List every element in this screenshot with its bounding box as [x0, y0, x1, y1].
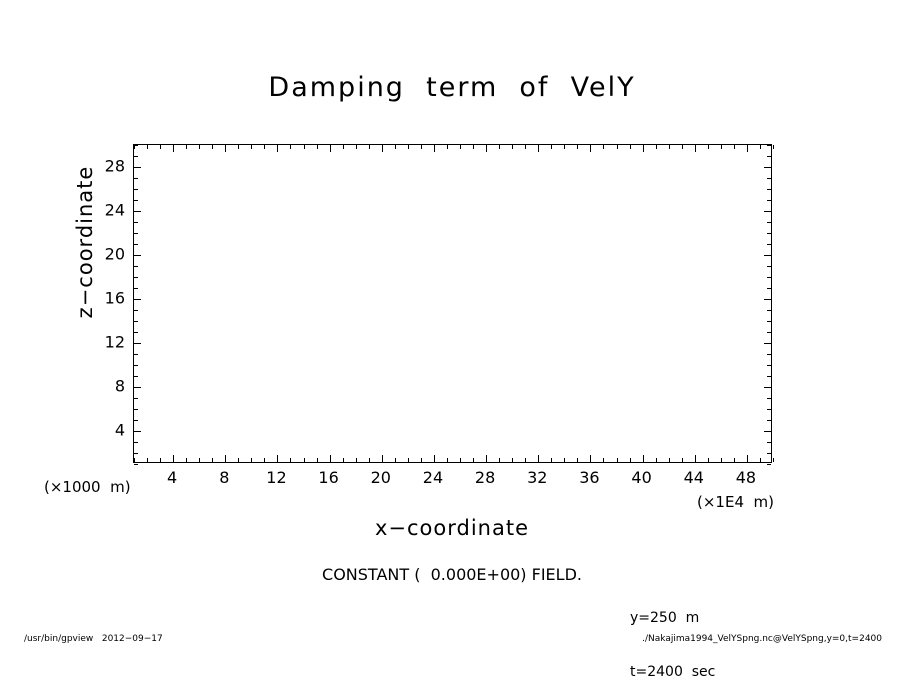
y-tick-minor-left: [134, 464, 138, 465]
x-tick-minor-top: [760, 145, 761, 149]
x-tick-minor-top: [421, 145, 422, 149]
x-tick-label: 8: [219, 468, 230, 487]
x-tick-minor-top: [264, 145, 265, 149]
x-tick-minor-top: [251, 145, 252, 149]
x-tick-minor-bottom: [499, 458, 500, 462]
y-tick-label: 8: [114, 376, 125, 396]
x-tick-minor-bottom: [734, 458, 735, 462]
footer-source-spec: ./Nakajima1994_VelYSpng.nc@VelYSpng,y=0,t=2400: [642, 634, 882, 644]
y-tick-minor-left: [134, 365, 138, 366]
y-tick-minor-left: [134, 332, 138, 333]
x-tick-minor-top: [317, 145, 318, 149]
x-tick-minor-top: [630, 145, 631, 149]
x-tick-minor-bottom: [160, 458, 161, 462]
y-tick-minor-left: [134, 310, 138, 311]
y-tick-minor-left: [134, 321, 138, 322]
y-tick-minor-right: [767, 156, 771, 157]
x-tick-minor-bottom: [343, 458, 344, 462]
y-tick-minor-right: [767, 332, 771, 333]
x-tick-minor-bottom: [395, 458, 396, 462]
y-tick-minor-right: [767, 200, 771, 201]
x-tick-label: 16: [318, 468, 339, 487]
x-tick-minor-top: [734, 145, 735, 149]
y-tick-minor-left: [134, 409, 138, 410]
x-tick-label: 20: [370, 468, 391, 487]
x-tick-bottom: [173, 455, 174, 462]
x-tick-minor-bottom: [421, 458, 422, 462]
x-tick-top: [434, 145, 435, 152]
x-tick-minor-top: [721, 145, 722, 149]
x-tick-minor-bottom: [682, 458, 683, 462]
y-tick-right: [764, 387, 771, 388]
y-tick-minor-left: [134, 420, 138, 421]
y-tick-minor-left: [134, 156, 138, 157]
y-axis-unit-note: (×1000 m): [44, 478, 131, 496]
plot-area: [133, 144, 772, 463]
y-tick-label: 20: [104, 244, 125, 264]
y-tick-minor-right: [767, 244, 771, 245]
constant-field-note: CONSTANT ( 0.000E+00) FIELD.: [322, 565, 582, 584]
x-tick-minor-top: [460, 145, 461, 149]
x-tick-minor-bottom: [773, 458, 774, 462]
x-tick-label: 4: [167, 468, 178, 487]
x-tick-minor-bottom: [408, 458, 409, 462]
x-tick-minor-bottom: [669, 458, 670, 462]
y-tick-minor-right: [767, 189, 771, 190]
x-tick-minor-top: [525, 145, 526, 149]
x-tick-minor-top: [773, 145, 774, 149]
x-tick-minor-top: [304, 145, 305, 149]
x-tick-minor-bottom: [617, 458, 618, 462]
y-tick-minor-left: [134, 178, 138, 179]
x-tick-top: [225, 145, 226, 152]
y-tick-right: [764, 167, 771, 168]
y-tick-right: [764, 211, 771, 212]
y-tick-right: [764, 255, 771, 256]
y-tick-minor-right: [767, 233, 771, 234]
x-tick-top: [173, 145, 174, 152]
x-tick-minor-top: [512, 145, 513, 149]
x-tick-minor-bottom: [369, 458, 370, 462]
x-tick-top: [695, 145, 696, 152]
x-tick-bottom: [382, 455, 383, 462]
y-tick-minor-right: [767, 310, 771, 311]
y-tick-minor-left: [134, 442, 138, 443]
x-tick-bottom: [225, 455, 226, 462]
x-tick-minor-top: [199, 145, 200, 149]
x-tick-minor-bottom: [708, 458, 709, 462]
y-tick-label: 24: [104, 200, 125, 220]
x-tick-minor-bottom: [264, 458, 265, 462]
x-tick-minor-top: [551, 145, 552, 149]
x-tick-minor-top: [577, 145, 578, 149]
y-tick-right: [764, 343, 771, 344]
y-tick-left: [134, 211, 141, 212]
y-tick-minor-right: [767, 266, 771, 267]
x-tick-minor-top: [186, 145, 187, 149]
x-tick-minor-bottom: [356, 458, 357, 462]
y-tick-minor-left: [134, 398, 138, 399]
x-tick-top: [382, 145, 383, 152]
y-tick-minor-right: [767, 376, 771, 377]
x-tick-bottom: [747, 455, 748, 462]
x-tick-label: 24: [422, 468, 444, 487]
x-tick-minor-top: [499, 145, 500, 149]
x-tick-minor-top: [708, 145, 709, 149]
y-tick-minor-right: [767, 277, 771, 278]
y-tick-minor-right: [767, 442, 771, 443]
x-tick-top: [330, 145, 331, 152]
y-tick-minor-right: [767, 222, 771, 223]
x-axis-unit-note: (×1E4 m): [697, 493, 774, 511]
y-tick-left: [134, 387, 141, 388]
x-tick-top: [277, 145, 278, 152]
x-tick-minor-bottom: [525, 458, 526, 462]
x-tick-minor-bottom: [134, 458, 135, 462]
x-tick-minor-top: [147, 145, 148, 149]
x-tick-minor-bottom: [473, 458, 474, 462]
y-tick-minor-left: [134, 277, 138, 278]
x-tick-minor-top: [356, 145, 357, 149]
y-tick-minor-left: [134, 288, 138, 289]
y-tick-minor-left: [134, 354, 138, 355]
y-tick-minor-left: [134, 145, 138, 146]
x-tick-minor-top: [669, 145, 670, 149]
x-axis-label: x−coordinate: [374, 516, 530, 540]
y-tick-minor-right: [767, 420, 771, 421]
x-tick-bottom: [590, 455, 591, 462]
y-tick-right: [764, 299, 771, 300]
y-tick-left: [134, 255, 141, 256]
x-tick-bottom: [434, 455, 435, 462]
x-tick-label: 44: [683, 468, 704, 487]
x-tick-minor-top: [617, 145, 618, 149]
y-tick-label: 4: [114, 420, 125, 440]
x-tick-minor-bottom: [199, 458, 200, 462]
y-tick-label: 16: [104, 288, 125, 308]
x-tick-bottom: [486, 455, 487, 462]
x-tick-label: 36: [579, 468, 600, 487]
x-tick-minor-top: [290, 145, 291, 149]
slice-y-value: y=250 m: [630, 610, 700, 626]
x-tick-minor-bottom: [251, 458, 252, 462]
x-tick-minor-top: [473, 145, 474, 149]
y-tick-minor-left: [134, 376, 138, 377]
y-tick-minor-left: [134, 266, 138, 267]
y-tick-label: 28: [104, 156, 125, 176]
y-tick-minor-left: [134, 189, 138, 190]
x-tick-bottom: [695, 455, 696, 462]
footer-command-date: /usr/bin/gpview 2012−09−17: [24, 634, 163, 644]
x-tick-minor-bottom: [447, 458, 448, 462]
x-tick-minor-top: [160, 145, 161, 149]
y-tick-minor-left: [134, 453, 138, 454]
x-tick-minor-bottom: [460, 458, 461, 462]
x-tick-top: [747, 145, 748, 152]
x-tick-label: 48: [735, 468, 757, 487]
x-tick-minor-top: [682, 145, 683, 149]
slice-t-value: t=2400 sec: [630, 664, 716, 680]
x-tick-minor-bottom: [186, 458, 187, 462]
y-tick-minor-left: [134, 222, 138, 223]
y-tick-minor-right: [767, 145, 771, 146]
x-tick-minor-top: [343, 145, 344, 149]
chart-title: Damping term of VelY: [268, 72, 636, 103]
x-tick-minor-top: [564, 145, 565, 149]
x-tick-minor-bottom: [564, 458, 565, 462]
x-tick-minor-bottom: [721, 458, 722, 462]
y-tick-right: [764, 431, 771, 432]
x-tick-minor-top: [447, 145, 448, 149]
x-tick-minor-bottom: [512, 458, 513, 462]
x-tick-minor-bottom: [147, 458, 148, 462]
y-tick-left: [134, 431, 141, 432]
x-tick-minor-bottom: [760, 458, 761, 462]
y-tick-label: 12: [104, 332, 125, 352]
x-tick-label: 32: [527, 468, 548, 487]
y-tick-minor-left: [134, 244, 138, 245]
x-tick-minor-bottom: [551, 458, 552, 462]
x-tick-minor-bottom: [577, 458, 578, 462]
x-tick-bottom: [277, 455, 278, 462]
x-tick-minor-top: [603, 145, 604, 149]
x-tick-minor-top: [656, 145, 657, 149]
y-tick-minor-right: [767, 365, 771, 366]
x-tick-minor-top: [369, 145, 370, 149]
x-tick-minor-bottom: [290, 458, 291, 462]
y-tick-minor-left: [134, 233, 138, 234]
x-tick-minor-bottom: [317, 458, 318, 462]
y-tick-minor-right: [767, 409, 771, 410]
y-tick-minor-right: [767, 288, 771, 289]
x-tick-minor-bottom: [603, 458, 604, 462]
x-tick-minor-top: [395, 145, 396, 149]
y-tick-minor-right: [767, 464, 771, 465]
x-tick-minor-bottom: [212, 458, 213, 462]
x-tick-bottom: [330, 455, 331, 462]
y-tick-left: [134, 167, 141, 168]
y-axis-label: z−coordinate: [73, 165, 97, 319]
x-tick-minor-top: [212, 145, 213, 149]
y-tick-minor-right: [767, 398, 771, 399]
y-tick-left: [134, 299, 141, 300]
y-tick-left: [134, 343, 141, 344]
y-tick-minor-left: [134, 200, 138, 201]
x-tick-minor-top: [408, 145, 409, 149]
y-tick-minor-right: [767, 178, 771, 179]
x-tick-label: 28: [474, 468, 496, 487]
y-tick-minor-right: [767, 453, 771, 454]
x-tick-bottom: [643, 455, 644, 462]
x-tick-bottom: [538, 455, 539, 462]
x-tick-label: 40: [631, 468, 652, 487]
x-tick-minor-bottom: [238, 458, 239, 462]
x-tick-top: [590, 145, 591, 152]
x-tick-minor-bottom: [656, 458, 657, 462]
x-tick-top: [486, 145, 487, 152]
y-tick-minor-right: [767, 321, 771, 322]
x-tick-label: 12: [266, 468, 287, 487]
x-tick-top: [538, 145, 539, 152]
x-tick-minor-top: [238, 145, 239, 149]
x-tick-top: [643, 145, 644, 152]
x-tick-minor-bottom: [304, 458, 305, 462]
y-tick-minor-right: [767, 354, 771, 355]
x-tick-minor-bottom: [630, 458, 631, 462]
